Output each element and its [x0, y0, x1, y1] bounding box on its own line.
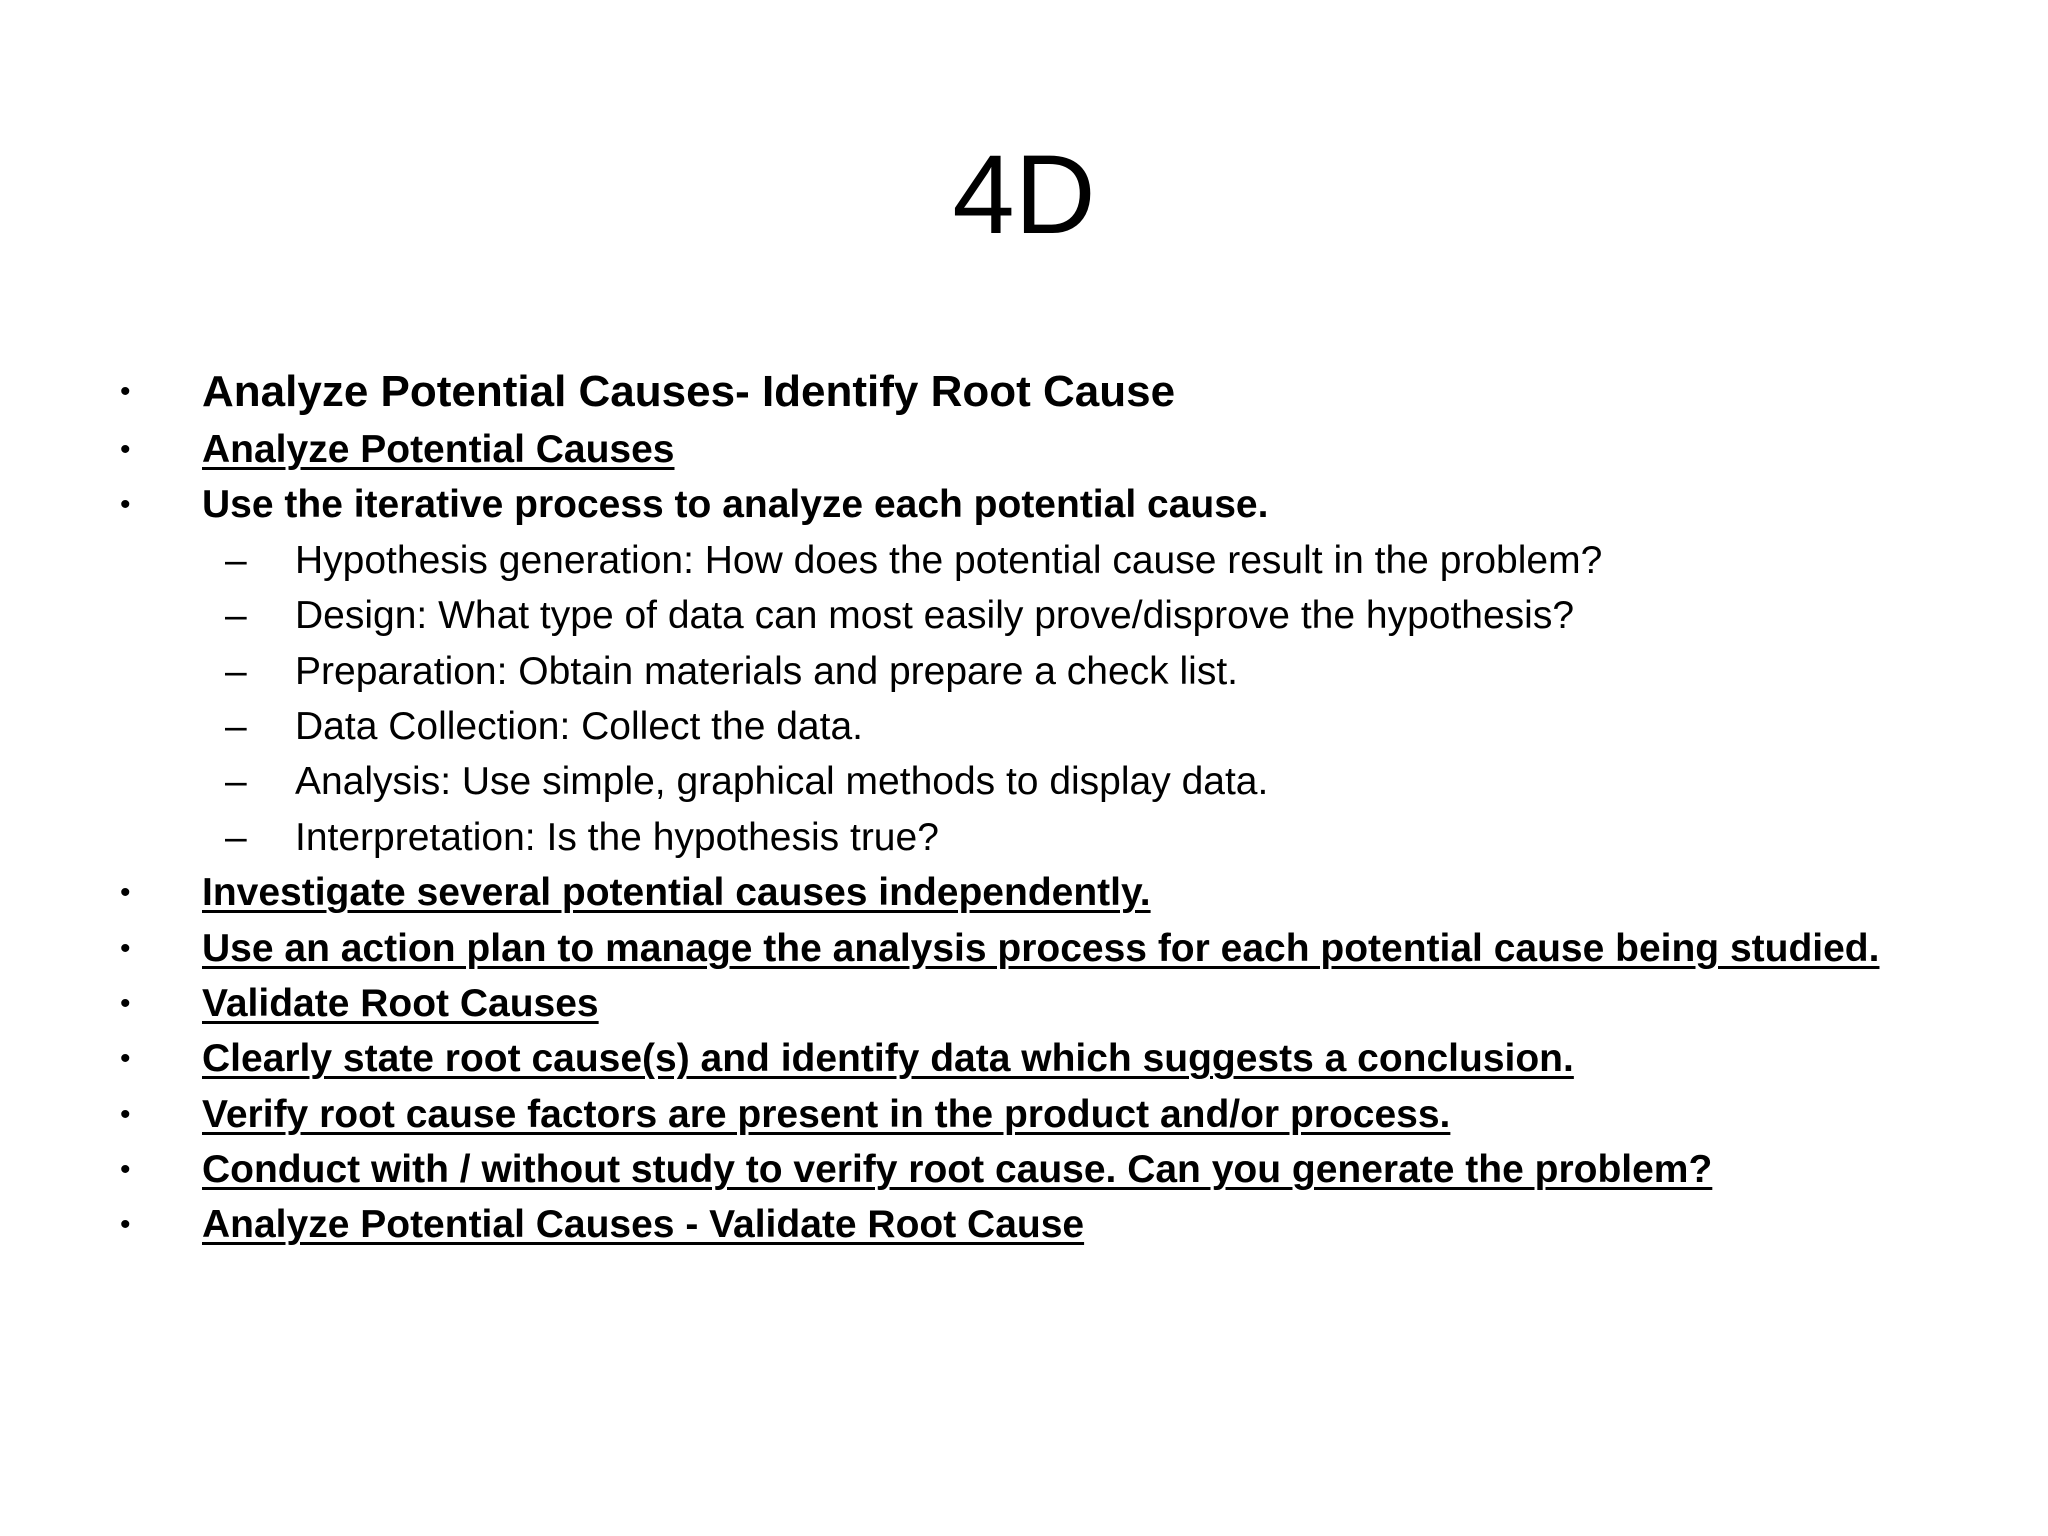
bullet-text: Validate Root Causes [202, 981, 599, 1025]
bullet-list [120, 362, 2000, 1253]
dash-marker: – [225, 760, 247, 804]
bullet-marker: • [120, 488, 131, 522]
dash-marker: – [225, 649, 247, 693]
bullet-item [120, 1142, 2000, 1197]
bullet-item [120, 865, 2000, 920]
bullet-item [120, 362, 2000, 422]
bullet-marker: • [120, 876, 131, 910]
sub-bullet-text: Analysis: Use simple, graphical methods to display data. [295, 760, 1269, 804]
bullet-text: Analyze Potential Causes- Identify Root Cause [202, 367, 1176, 416]
bullet-marker: • [120, 1042, 131, 1076]
sub-bullet-text: Data Collection: Collect the data. [295, 704, 863, 748]
sub-bullet-item [120, 699, 2000, 754]
sub-bullet-item [120, 754, 2000, 809]
dash-marker: – [225, 538, 247, 582]
bullet-item [120, 1197, 2000, 1252]
bullet-text: Clearly state root cause(s) and identify data which suggests a conclusion. [202, 1037, 1574, 1081]
bullet-text: Use an action plan to manage the analysis process for each potential cause being studied. [202, 926, 1880, 970]
bullet-marker: • [120, 375, 131, 408]
bullet-text: Analyze Potential Causes [202, 428, 675, 471]
sub-bullet-text: Interpretation: Is the hypothesis true? [295, 815, 939, 859]
bullet-item [120, 976, 2000, 1031]
bullet-text: Investigate several potential causes independently. [202, 871, 1151, 915]
bullet-marker: • [120, 1208, 131, 1242]
dash-marker: – [225, 815, 247, 859]
bullet-text: Verify root cause factors are present in the product and/or process. [202, 1092, 1451, 1136]
sub-bullet-text: Hypothesis generation: How does the potential cause result in the problem? [295, 538, 1603, 582]
bullet-marker: • [120, 986, 131, 1020]
bullet-marker: • [120, 433, 131, 466]
bullet-item [120, 921, 2000, 976]
bullet-text: Analyze Potential Causes - Validate Root Cause [202, 1203, 1085, 1247]
slide-title: 4D [952, 132, 1096, 257]
bullet-item [120, 422, 2000, 477]
sub-bullet-text: Design: What type of data can most easily prove/disprove the hypothesis? [295, 594, 1575, 638]
dash-marker: – [225, 704, 247, 748]
bullet-item [120, 1087, 2000, 1142]
bullet-text: Use the iterative process to analyze each potential cause. [202, 483, 1269, 527]
bullet-text: Conduct with / without study to verify root cause. Can you generate the problem? [202, 1148, 1713, 1192]
dash-marker: – [225, 594, 247, 638]
sub-bullet-text: Preparation: Obtain materials and prepare a check list. [295, 649, 1238, 693]
bullet-marker: • [120, 1097, 131, 1131]
sub-bullet-item [120, 533, 2000, 588]
bullet-marker: • [120, 1153, 131, 1187]
bullet-item [120, 1031, 2000, 1086]
bullet-marker: • [120, 931, 131, 965]
sub-bullet-item [120, 644, 2000, 699]
sub-bullet-item [120, 810, 2000, 865]
sub-bullet-item [120, 588, 2000, 643]
bullet-item [120, 477, 2000, 532]
